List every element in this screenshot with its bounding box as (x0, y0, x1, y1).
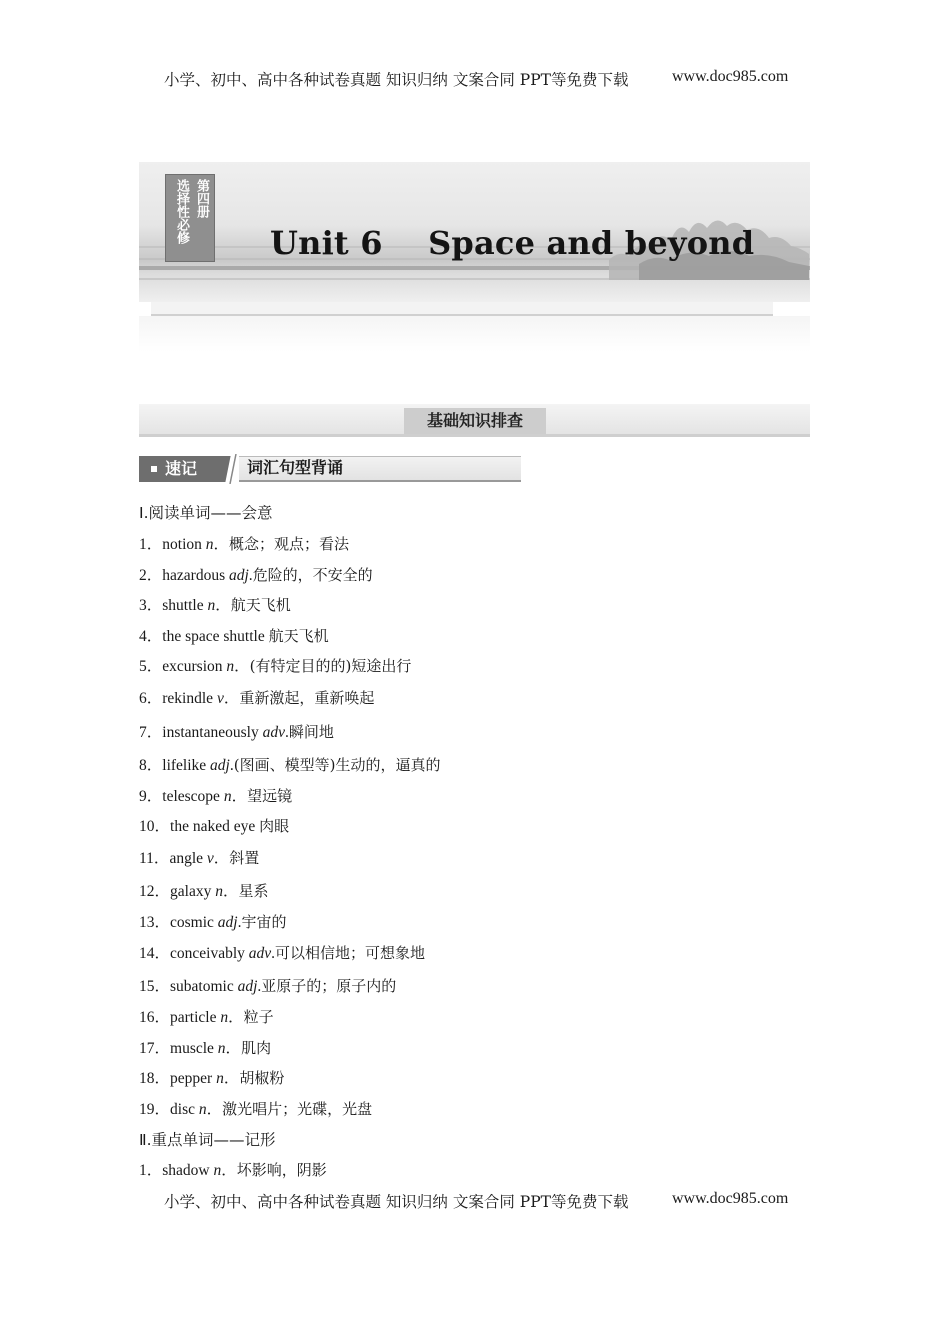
unit-title: Unit 6 Space and beyond (270, 224, 755, 262)
separator: ． (221, 1162, 237, 1179)
section-heading: Ⅱ.重点单词——记形 (139, 1131, 276, 1149)
chinese-meaning: 肉眼 (259, 817, 290, 835)
square-bullet-icon (151, 466, 157, 472)
part-of-speech: adj (210, 757, 230, 774)
vocab-item (139, 654, 411, 676)
vocab-item (139, 910, 287, 932)
chinese-meaning: 坏影响，阴影 (236, 1161, 327, 1179)
chinese-meaning: 望远镜 (247, 787, 293, 805)
section-heading: Ⅰ.阅读单词——会意 (139, 504, 273, 522)
chinese-meaning: (图画、模型等)生动的，逼真的 (233, 756, 441, 774)
vocab-item (139, 1036, 271, 1058)
item-number: 3． (139, 597, 163, 614)
separator: ． (223, 690, 240, 707)
part-of-speech: n (226, 658, 235, 675)
english-word: lifelike (162, 757, 211, 774)
chinese-meaning: 亚原子的；原子内的 (261, 977, 397, 995)
footer-url[interactable]: www.doc985.com (672, 1190, 789, 1207)
item-number: 7． (139, 724, 163, 741)
chinese-meaning: 胡椒粉 (239, 1069, 285, 1087)
part-of-speech: adj (217, 914, 238, 931)
part-of-speech: v (216, 690, 224, 707)
english-word: the space shuttle (162, 628, 269, 645)
item-number: 5． (139, 658, 163, 675)
item-number: 4． (139, 628, 163, 645)
vocab-item (139, 1158, 327, 1180)
chinese-meaning: 航天飞机 (268, 627, 329, 645)
vocab-item (139, 879, 269, 901)
part-of-speech: v (206, 850, 214, 867)
chinese-meaning: 肌肉 (241, 1039, 272, 1057)
item-number: 12． (139, 883, 171, 900)
header-url[interactable]: www.doc985.com (672, 68, 789, 85)
separator: . (229, 757, 234, 774)
banner-underline (151, 302, 773, 316)
vocab-item (139, 686, 374, 708)
section-bar-line (139, 434, 810, 437)
item-number: 2． (139, 567, 163, 584)
subheader-title: 词汇句型背诵 (239, 456, 521, 482)
separator: . (248, 567, 253, 584)
item-number: 9． (139, 788, 163, 805)
part-of-speech: n (207, 597, 216, 614)
vocab-item (139, 846, 259, 868)
chinese-meaning: 重新激起，重新唤起 (239, 689, 375, 707)
banner-fade (139, 316, 810, 352)
section-bar (139, 404, 810, 438)
english-word: cosmic (170, 914, 218, 931)
chinese-meaning: 激光唱片；光碟，光盘 (222, 1100, 373, 1118)
english-word: galaxy (170, 883, 216, 900)
section-bar-label: 基础知识排查 (404, 408, 546, 434)
separator: ． (215, 597, 231, 614)
item-number: 11． (139, 850, 170, 867)
vocab-item (139, 1097, 372, 1119)
part-of-speech: n (205, 536, 214, 553)
item-number: 8． (139, 757, 163, 774)
vocab-item (139, 532, 349, 554)
vocab-item (139, 753, 440, 775)
vocab-item (139, 1005, 274, 1027)
part-of-speech: n (220, 1009, 229, 1026)
part-of-speech: n (198, 1101, 207, 1118)
item-number: 13． (139, 914, 171, 931)
item-number: 1． (139, 536, 163, 553)
chinese-meaning: 斜置 (229, 849, 260, 867)
english-word: muscle (170, 1040, 218, 1057)
vocab-item (139, 974, 396, 996)
english-word: instantaneously (162, 724, 263, 741)
vocab-item (139, 784, 292, 806)
item-number: 18． (139, 1070, 171, 1087)
separator: ． (223, 1070, 240, 1087)
chinese-meaning: (有特定目的的)短途出行 (249, 657, 412, 675)
english-word: conceivably (170, 945, 249, 962)
subheader (139, 454, 521, 484)
english-word: shadow (162, 1162, 214, 1179)
item-number: 16． (139, 1009, 171, 1026)
header-text: 小学、初中、高中各种试卷真题 知识归纳 文案合同 PPT等免费下载 (164, 71, 629, 89)
separator: ． (231, 788, 248, 805)
separator: . (237, 914, 242, 931)
chinese-meaning: 危险的，不安全的 (252, 566, 373, 584)
part-of-speech: adj (237, 978, 258, 995)
separator: . (271, 945, 276, 962)
chinese-meaning: 概念；观点；看法 (229, 535, 350, 553)
separator: ． (225, 1040, 242, 1057)
part-of-speech: n (223, 788, 232, 805)
chinese-meaning: 瞬间地 (288, 723, 334, 741)
chinese-meaning: 航天飞机 (230, 596, 291, 614)
english-word: disc (170, 1101, 199, 1118)
part-of-speech: adv (262, 724, 285, 741)
item-number: 15． (139, 978, 171, 995)
english-word: the naked eye (170, 818, 260, 835)
separator: ． (228, 1009, 244, 1026)
vocab-item (139, 624, 329, 646)
part-of-speech: n (213, 1162, 222, 1179)
english-word: notion (162, 536, 206, 553)
book-badge (165, 174, 215, 262)
item-number: 17． (139, 1040, 171, 1057)
chinese-meaning: 星系 (238, 882, 269, 900)
item-number: 14． (139, 945, 171, 962)
english-word: telescope (162, 788, 224, 805)
slash-divider-icon (225, 454, 239, 484)
english-word: excursion (162, 658, 227, 675)
english-word: angle (169, 850, 207, 867)
part-of-speech: adv (248, 945, 272, 962)
item-number: 19． (139, 1101, 171, 1118)
separator: . (257, 978, 262, 995)
vocab-item (139, 1066, 284, 1088)
footer-text: 小学、初中、高中各种试卷真题 知识归纳 文案合同 PPT等免费下载 (164, 1193, 629, 1211)
vocab-item (139, 814, 289, 836)
subheader-tag (139, 456, 231, 482)
vocab-item (139, 941, 425, 963)
badge-col-left: 选择性必修 (174, 179, 189, 244)
separator: . (284, 724, 289, 741)
part-of-speech: n (217, 1040, 226, 1057)
english-word: rekindle (162, 690, 217, 707)
item-number: 10． (139, 818, 171, 835)
badge-col-right: 第四册 (194, 179, 209, 218)
english-word: pepper (170, 1070, 217, 1087)
vocab-item (139, 593, 291, 615)
part-of-speech: n (216, 1070, 224, 1087)
english-word: shuttle (162, 597, 208, 614)
item-number: 6． (139, 690, 163, 707)
chinese-meaning: 可以相信地；可想象地 (275, 944, 426, 962)
vocab-item (139, 563, 373, 585)
separator: ． (206, 1101, 223, 1118)
separator: ． (234, 658, 250, 675)
english-word: hazardous (162, 567, 229, 584)
separator: ． (213, 850, 230, 867)
english-word: subatomic (170, 978, 238, 995)
unit-banner (139, 162, 810, 352)
part-of-speech: adj (228, 567, 249, 584)
part-of-speech: n (215, 883, 223, 900)
separator: ． (222, 883, 239, 900)
separator: ． (213, 536, 230, 553)
subheader-tag-text: 速记 (165, 459, 198, 478)
item-number: 1． (139, 1162, 163, 1179)
chinese-meaning: 粒子 (243, 1008, 274, 1026)
chinese-meaning: 宇宙的 (241, 913, 287, 931)
vocab-item (139, 720, 334, 742)
english-word: particle (170, 1009, 221, 1026)
